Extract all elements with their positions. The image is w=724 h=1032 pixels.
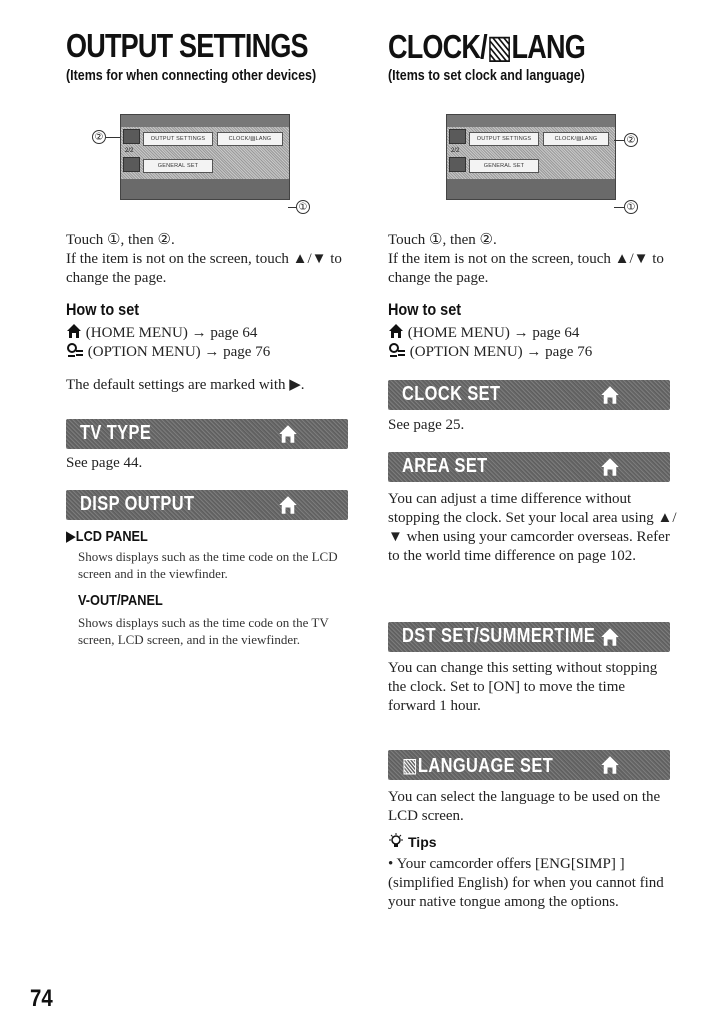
section-bar-language-set	[388, 750, 670, 780]
home-icon	[600, 385, 620, 405]
section-bar-label: DST SET/SUMMERTIME	[402, 625, 596, 647]
marker-1: ①	[624, 200, 638, 214]
home-icon	[600, 755, 620, 775]
vout-heading: V-OUT/PANEL	[78, 592, 163, 609]
scroll-icon	[449, 157, 466, 172]
home-icon	[600, 627, 620, 647]
option-menu-text: (OPTION MENU) → page 76	[409, 344, 593, 360]
scroll-icon	[123, 157, 140, 172]
howto-heading: How to set	[388, 300, 462, 319]
home-icon	[278, 495, 298, 515]
section-bar-area-set	[388, 452, 670, 482]
home-icon	[278, 424, 298, 444]
section-bar-label: AREA SET	[402, 455, 488, 477]
home-menu-ref	[388, 323, 688, 343]
section-title: OUTPUT SETTINGS	[66, 27, 308, 64]
option-menu-text: (OPTION MENU) → page 76	[87, 344, 271, 360]
marker-1-leader	[614, 207, 624, 208]
option-icon	[388, 342, 406, 358]
option-icon	[66, 342, 84, 358]
screen-button-clock-lang: CLOCK/▧LANG	[217, 132, 283, 146]
lcd-screen-illustration	[446, 114, 616, 200]
section-bar-tv-type	[66, 419, 348, 449]
section-bar-disp-output	[66, 490, 348, 520]
default-note: The default settings are marked with ▶.	[66, 377, 305, 393]
screen-button-output-settings: OUTPUT SETTINGS	[143, 132, 213, 146]
section-bar-label: CLOCK SET	[402, 383, 501, 405]
marker-2: ②	[624, 133, 638, 147]
marker-1: ①	[296, 200, 310, 214]
section-bar-dst-set	[388, 622, 670, 652]
screen-button-clock-lang: CLOCK/▧LANG	[543, 132, 609, 146]
tips-header	[388, 833, 437, 852]
screen-button-output-settings: OUTPUT SETTINGS	[469, 132, 539, 146]
clock-set-text: See page 25.	[388, 417, 465, 433]
lcd-panel-text: Shows displays such as the time code on the LCD screen and in the viewfinder.	[78, 549, 338, 581]
back-icon	[123, 129, 140, 144]
lightbulb-icon	[388, 833, 404, 849]
lcd-screen-illustration	[120, 114, 290, 200]
home-menu-text: (HOME MENU) → page 64	[85, 325, 258, 341]
option-menu-ref	[388, 342, 688, 362]
instruction-2: If the item is not on the screen, touch ▲/▼ to change the page.	[66, 251, 342, 286]
home-icon	[600, 457, 620, 477]
section-subtitle: (Items for when connecting other devices)	[66, 68, 317, 84]
tips-text: • Your camcorder offers [ENG[SIMP] ] (simplified English) for when you cannot find your native tongue among the options.	[388, 856, 664, 910]
instruction-1: Touch ①, then ②.	[66, 232, 175, 248]
instruction-1: Touch ①, then ②.	[388, 232, 497, 248]
marker-2: ②	[92, 130, 106, 144]
home-icon	[66, 323, 82, 339]
screen-button-general-set: GENERAL SET	[143, 159, 213, 173]
back-icon	[449, 129, 466, 144]
home-icon	[388, 323, 404, 339]
vout-text: Shows displays such as the time code on the TV screen, LCD screen, and in the viewfinder.	[78, 615, 329, 647]
dst-set-text: You can change this setting without stopping the clock. Set to [ON] to move the time forward 1 hour.	[388, 660, 658, 714]
section-title: CLOCK/▧LANG	[388, 28, 585, 65]
area-set-text: You can adjust a time difference without stopping the clock. Set your local area using ▲/▼ when using your camcorder overseas. Refer to the world time difference on page 102.	[388, 491, 677, 564]
tv-type-text: See page 44.	[66, 455, 143, 471]
home-menu-text: (HOME MENU) → page 64	[407, 325, 580, 341]
section-subtitle: (Items to set clock and language)	[388, 68, 585, 84]
language-set-text: You can select the language to be used on the LCD screen.	[388, 789, 661, 824]
howto-heading: How to set	[66, 300, 140, 319]
tips-heading: Tips	[408, 834, 437, 850]
screen-page-indicator: 2/2	[451, 148, 460, 154]
screen-status-bar	[121, 115, 289, 127]
screen-status-bar	[447, 115, 615, 127]
screen-page-indicator: 2/2	[125, 148, 134, 154]
lcd-panel-heading: ▶LCD PANEL	[66, 528, 148, 545]
screen-icon-row	[447, 179, 615, 199]
instruction-2: If the item is not on the screen, touch ▲/▼ to change the page.	[388, 251, 664, 286]
screen-button-general-set: GENERAL SET	[469, 159, 539, 173]
section-bar-label: TV TYPE	[80, 422, 152, 444]
option-menu-ref	[66, 342, 356, 362]
marker-2-leader	[614, 140, 624, 141]
marker-2-leader	[106, 137, 120, 138]
screen-icon-row	[121, 179, 289, 199]
section-bar-clock-set	[388, 380, 670, 410]
section-bar-label: ▧LANGUAGE SET	[402, 755, 554, 777]
section-bar-label: DISP OUTPUT	[80, 493, 195, 515]
page-number: 74	[30, 985, 53, 1012]
home-menu-ref	[66, 323, 356, 343]
marker-1-leader	[288, 207, 296, 208]
